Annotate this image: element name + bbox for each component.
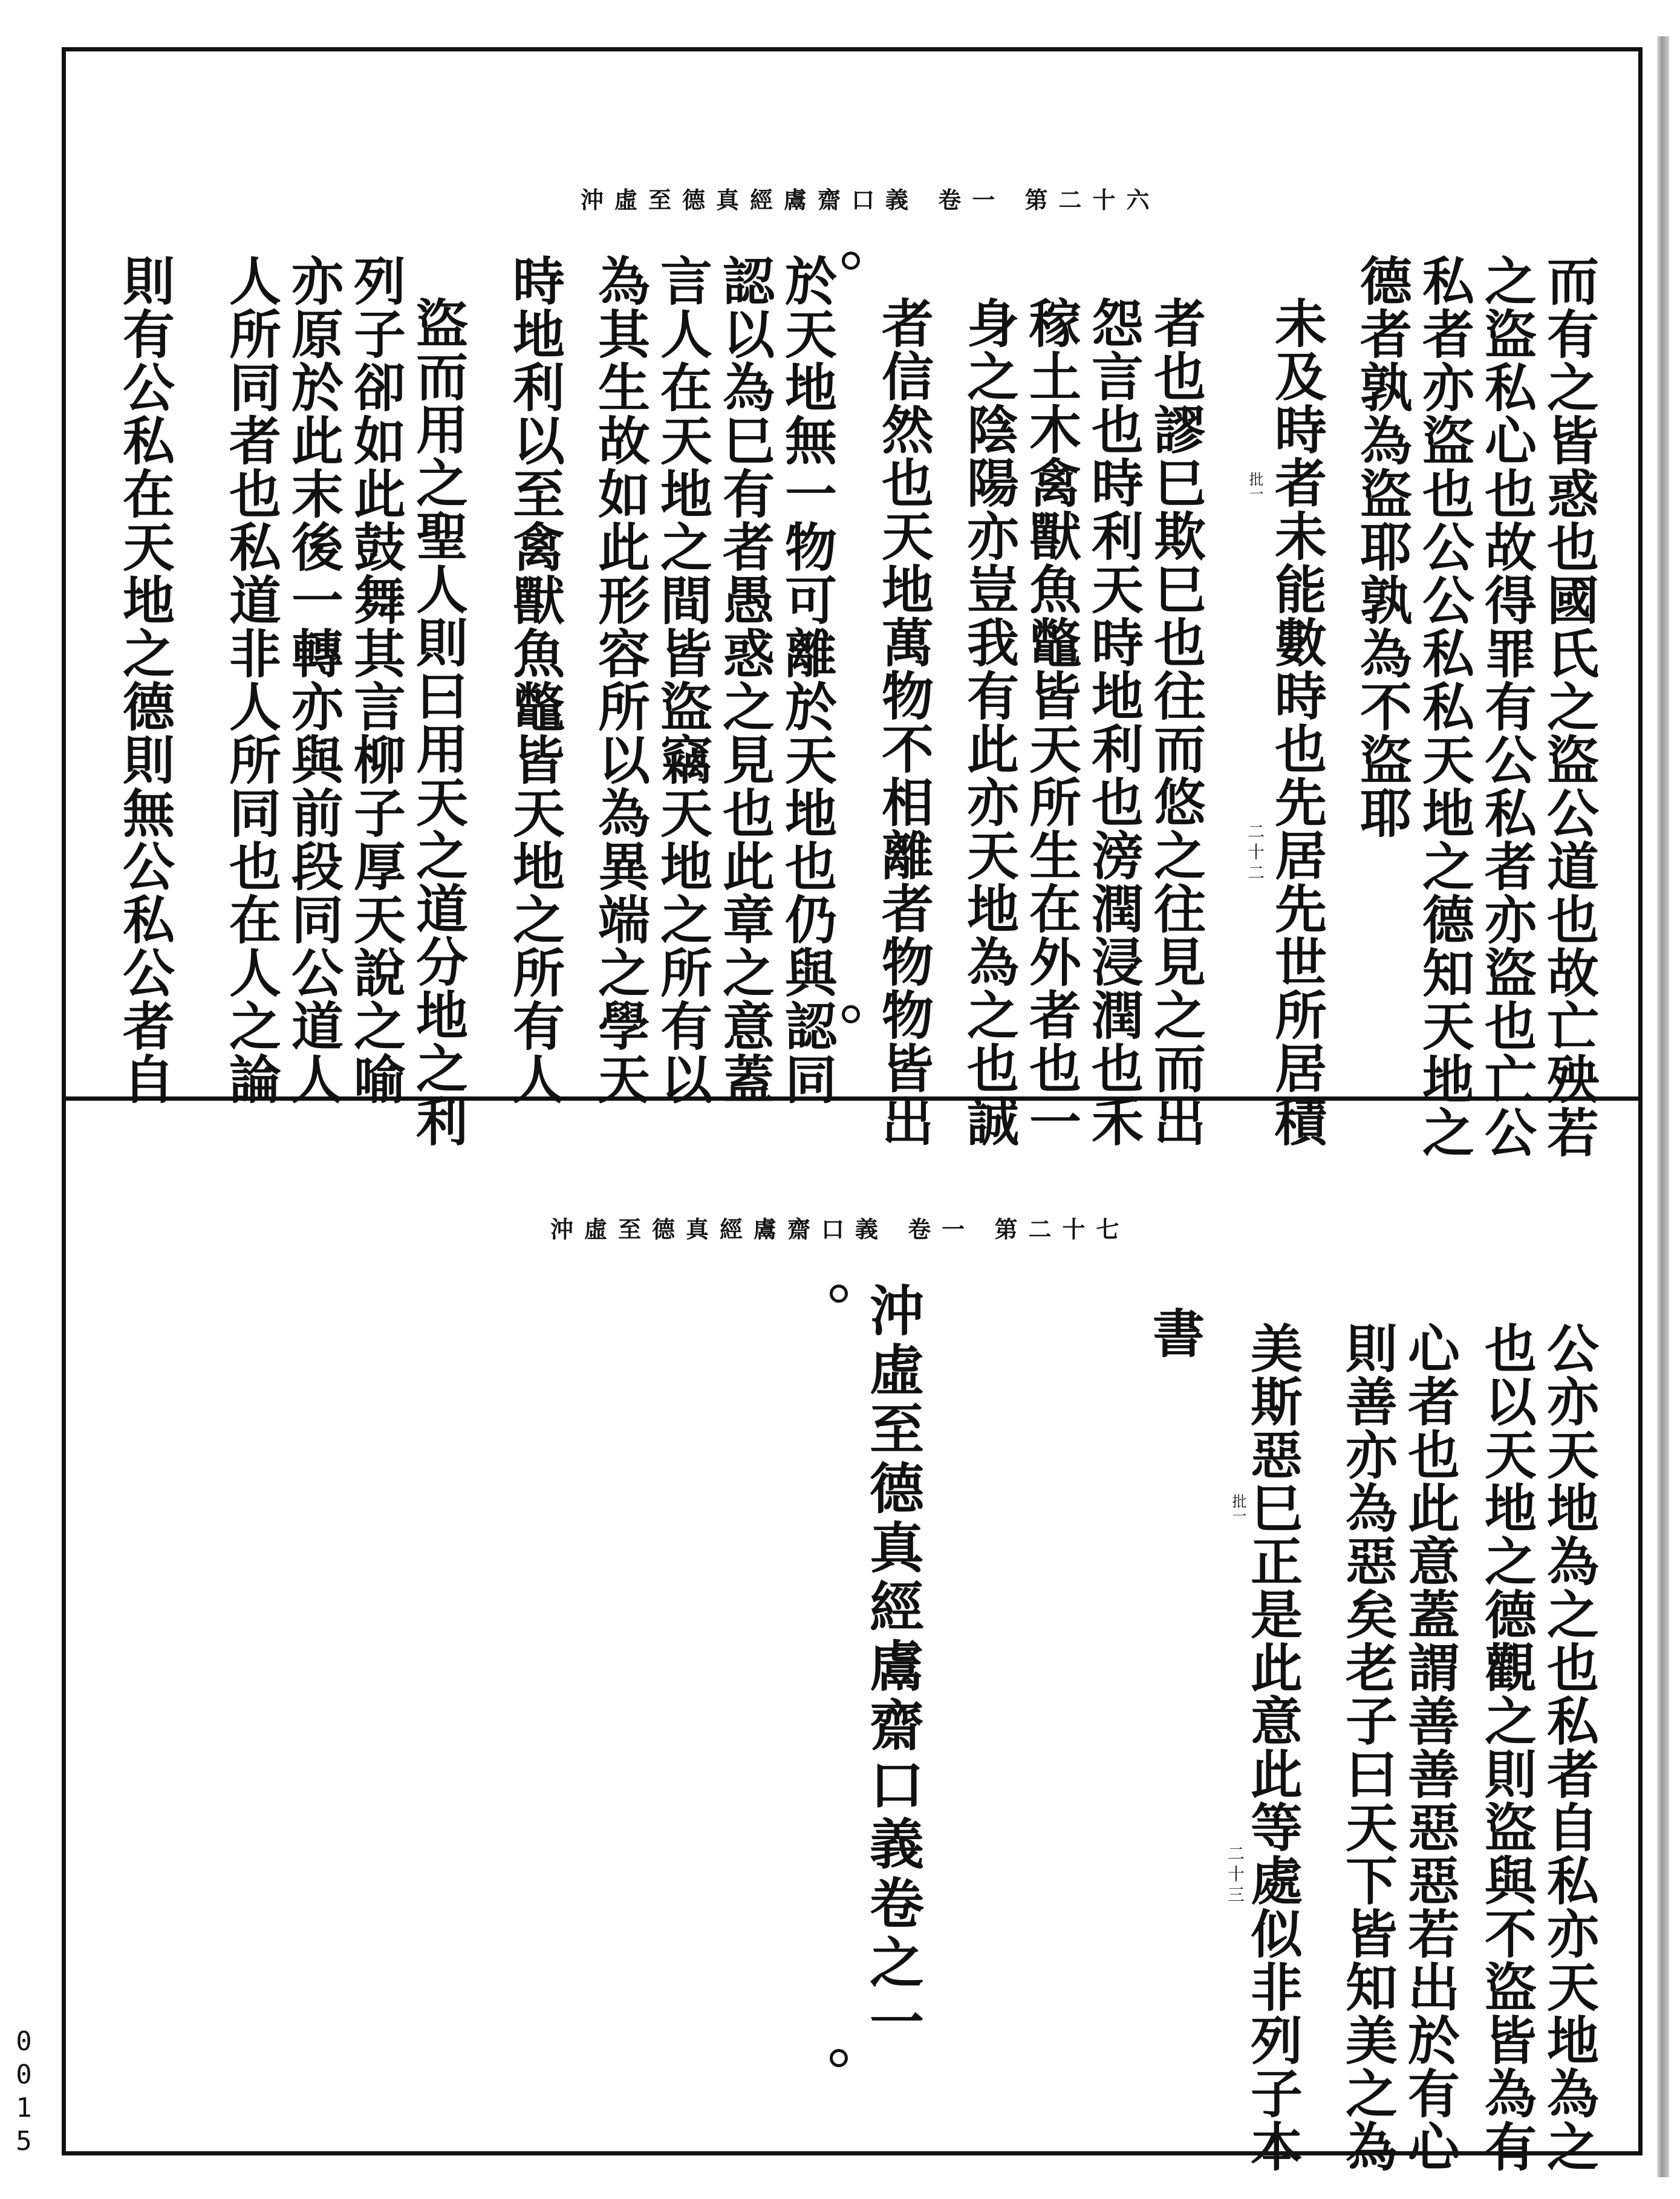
top-header: 沖虛至德真經鬳齋口義 卷一 第二十六	[581, 186, 1161, 213]
top-folio: 二十二	[1245, 823, 1265, 884]
top-note: 批一	[1246, 472, 1263, 501]
page-number: 0015	[8, 2026, 39, 2159]
top-circle-marker-upper	[842, 252, 860, 270]
page-edge-shadow	[1657, 36, 1669, 2177]
end-of-volume-title: 沖虛至德真經鬳齋口義卷之一	[860, 1282, 924, 2053]
top-column-19: 人所同者也私道非人所同也在人之論	[220, 254, 281, 1106]
top-column-12: 認以為巳有者愚惑之見也此章之意蓋	[714, 254, 775, 1106]
top-column-8: 稼土木禽獸魚鼈皆天所生在外者也一	[1020, 296, 1081, 1148]
bottom-column-3: 心者也此意蓋謂善善惡惡若出於有心	[1399, 1321, 1460, 2173]
top-column-1: 而有之皆惑也國氏之盜公道也故亡殃若	[1538, 254, 1599, 1159]
bottom-circle-marker-upper	[830, 1285, 848, 1303]
bottom-column-1: 公亦天地為之也私者自私亦天地為之	[1538, 1321, 1599, 2173]
top-column-16: 盜而用之聖人則曰用天之道分地之利	[407, 296, 468, 1148]
top-column-18: 亦原於此末後一轉亦與前段同公道人	[282, 254, 343, 1106]
top-column-10: 者信然也天地萬物不相離者物物皆出	[873, 296, 934, 1148]
top-column-7: 怨言也時利天時地利也滂潤浸潤也禾	[1083, 296, 1144, 1148]
bottom-column-6: 書	[1144, 1306, 1205, 1360]
bottom-folio: 二十三	[1225, 1845, 1245, 1906]
top-column-11: 於天地無一物可離於天地也仍與認同	[776, 254, 837, 1106]
bottom-header: 沖虛至德真經鬳齋口義 卷一 第二十七	[550, 1216, 1130, 1243]
top-column-5: 未及時者未能數時也先居先世所居積	[1266, 296, 1327, 1148]
top-column-17: 列子卻如此鼓舞其言柳子厚天說之喻	[345, 254, 406, 1106]
top-column-9: 身之陰陽亦豈我有此亦天地為之也誠	[958, 296, 1019, 1148]
bottom-column-4: 則善亦為惡矣老子曰天下皆知美之為	[1337, 1321, 1398, 2173]
top-column-2: 之盜私心也故得罪有公私者亦盜也亡公	[1476, 254, 1537, 1159]
bottom-note: 批一	[1229, 1494, 1246, 1523]
top-circle-marker-lower	[842, 1005, 860, 1023]
bottom-circle-marker-lower	[830, 2049, 848, 2067]
top-column-6: 者也謬巳欺巳也往而悠之往見之而出	[1145, 296, 1206, 1148]
top-column-13: 言人在天地之間皆盜竊天地之所有以	[651, 254, 712, 1106]
top-column-20: 則有公私在天地之德則無公私公者自	[114, 254, 175, 1106]
top-column-4: 德者孰為盜耶孰為不盜耶	[1351, 254, 1412, 839]
bottom-column-5: 美斯惡巳正是此意此等處似非列子本	[1242, 1321, 1303, 2173]
bottom-column-2: 也以天地之德觀之則盜與不盜皆為有	[1476, 1321, 1537, 2173]
top-column-3: 私者亦盜也公公私私天地之德知天地之	[1413, 254, 1474, 1159]
top-column-14: 為其生故如此形容所以為異端之學天	[589, 254, 650, 1106]
top-column-15: 時地利以至禽獸魚鼈皆天地之所有人	[504, 254, 565, 1106]
